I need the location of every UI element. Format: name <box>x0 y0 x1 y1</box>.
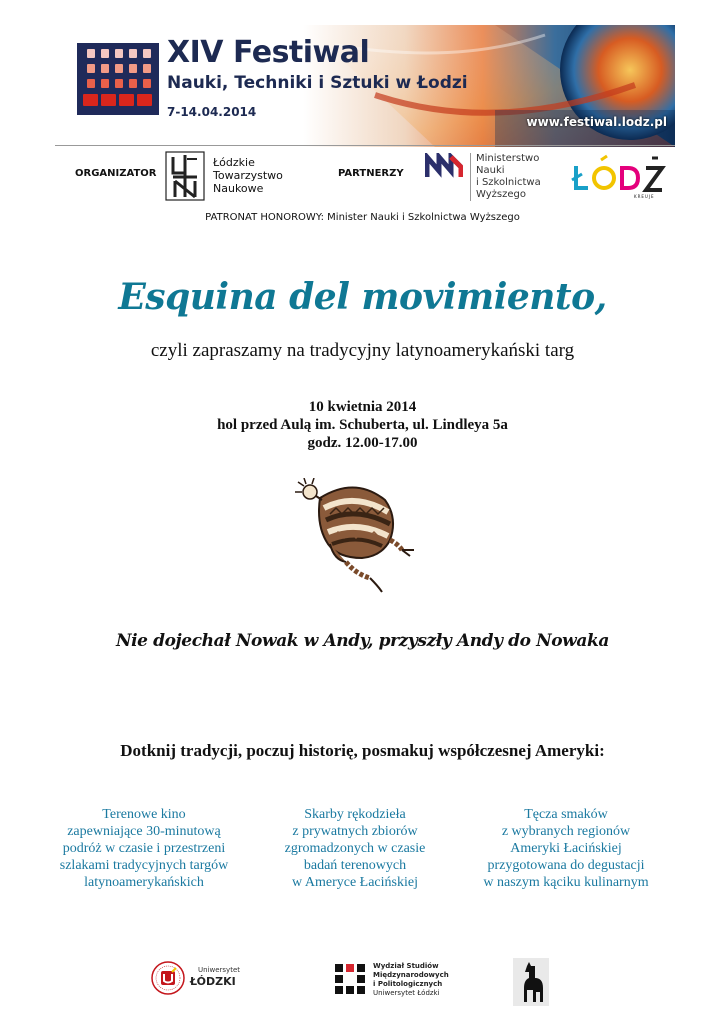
attraction-line: badań terenowych <box>303 858 407 873</box>
ministry-logo-icon <box>425 153 463 179</box>
attraction-line: z prywatnych zbiorów <box>292 824 418 839</box>
festival-logo-square <box>101 94 116 106</box>
faculty-name-line: Wydział Studiów <box>373 962 439 970</box>
faculty-name <box>373 962 483 998</box>
festival-logo-square <box>101 79 109 88</box>
festival-subtitle: Nauki, Techniki i Sztuki w Łodzi <box>167 73 468 93</box>
event-title: Esquina del movimiento, <box>118 276 607 318</box>
ministry-name-line: Ministerstwo <box>476 153 540 164</box>
ministry-divider <box>470 153 471 201</box>
event-invitation: Dotknij tradycji, poczuj historię, posmakuj współczesnej Ameryki: <box>120 741 605 760</box>
festival-logo-square <box>137 94 152 106</box>
attraction-line: w naszym kąciku kulinarnym <box>483 875 649 890</box>
attraction-line: latynoamerykańskich <box>84 875 204 890</box>
event-location: hol przed Aulą im. Schuberta, ul. Lindleya 5a <box>217 417 508 433</box>
university-lodz-seal-icon <box>150 960 186 996</box>
patronage-name: Minister Nauki i Szkolnictwa Wyższego <box>327 212 520 223</box>
attraction-line: podróż w czasie i przestrzeni <box>62 841 226 856</box>
faculty-university: Uniwersytet Łódzki <box>373 989 440 997</box>
event-details <box>0 398 725 452</box>
faculty-name-line: i Politologicznych <box>373 980 443 988</box>
festival-banner <box>75 25 675 147</box>
festival-logo-square <box>115 49 123 58</box>
festival-logo-square <box>129 79 137 88</box>
organizer-name-line: Naukowe <box>213 182 264 195</box>
honorary-patronage <box>0 212 725 223</box>
andean-chullo-hat-icon <box>290 478 420 596</box>
university-label-big: ŁÓDZKI <box>190 975 236 988</box>
faculty-logo-icon <box>333 962 367 996</box>
festival-logo <box>77 43 159 115</box>
attraction-cinema <box>44 806 244 891</box>
festival-logo-square <box>115 64 123 73</box>
festival-logo-square <box>101 49 109 58</box>
faculty-name-line: Międzynarodowych <box>373 971 449 979</box>
patronage-label: PATRONAT HONOROWY: <box>205 212 324 223</box>
ministry-name-line: i Szkolnictwa <box>476 177 541 188</box>
partners-label: PARTNERZY <box>338 168 404 179</box>
festival-logo-square <box>119 94 134 106</box>
university-label-small: Uniwersytet <box>198 966 240 974</box>
event-time: godz. 12.00-17.00 <box>307 435 418 451</box>
festival-logo-square <box>143 79 151 88</box>
attraction-line: Terenowe kino <box>102 807 186 822</box>
event-date: 10 kwietnia 2014 <box>308 399 417 415</box>
festival-logo-square <box>143 64 151 73</box>
attraction-line: w Ameryce Łacińskiej <box>292 875 418 890</box>
organizer-name <box>213 156 303 195</box>
organizer-name-line: Towarzystwo <box>213 169 283 182</box>
festival-logo-square <box>143 49 151 58</box>
attraction-line: Ameryki Łacińskiej <box>510 841 622 856</box>
attraction-line: zapewniające 30-minutową <box>67 824 221 839</box>
festival-url-link[interactable]: www.festiwal.lodz.pl <box>526 115 667 129</box>
festival-logo-square <box>101 64 109 73</box>
attraction-line: szlakami tradycyjnych targów <box>59 858 229 873</box>
ltn-crest-icon <box>165 151 205 201</box>
header-divider <box>55 145 675 146</box>
attraction-crafts <box>255 806 455 891</box>
ministry-name-line: Wyższego <box>476 189 526 200</box>
festival-logo-square <box>129 49 137 58</box>
festival-logo-square <box>129 64 137 73</box>
llama-logo-icon <box>513 958 549 1006</box>
ministry-name <box>476 153 566 201</box>
festival-logo-square <box>87 49 95 58</box>
organizer-name-line: Łódzkie <box>213 156 255 169</box>
attraction-line: z wybranych regionów <box>501 824 631 839</box>
event-subtitle: czyli zapraszamy na tradycyjny latynoamerykański targ <box>150 340 575 361</box>
festival-logo-square <box>115 79 123 88</box>
event-motto: Nie dojechał Nowak w Andy, przyszły Andy do Nowaka <box>115 631 610 651</box>
attraction-line: zgromadzonych w czasie <box>284 841 426 856</box>
organizer-label: ORGANIZATOR <box>75 168 157 179</box>
festival-logo-square <box>83 94 98 106</box>
attraction-line: przygotowana do degustacji <box>487 858 645 873</box>
festival-dates: 7-14.04.2014 <box>167 105 257 119</box>
festival-logo-square <box>87 79 95 88</box>
festival-logo-square <box>87 64 95 73</box>
attraction-line: Skarby rękodzieła <box>304 807 406 822</box>
attraction-line: Tęcza smaków <box>524 807 608 822</box>
attraction-cuisine <box>466 806 666 891</box>
festival-title: XIV Festiwal <box>167 35 370 70</box>
ministry-name-line: Nauki <box>476 165 505 176</box>
lodz-logo-caption: KREUJE <box>634 194 655 199</box>
